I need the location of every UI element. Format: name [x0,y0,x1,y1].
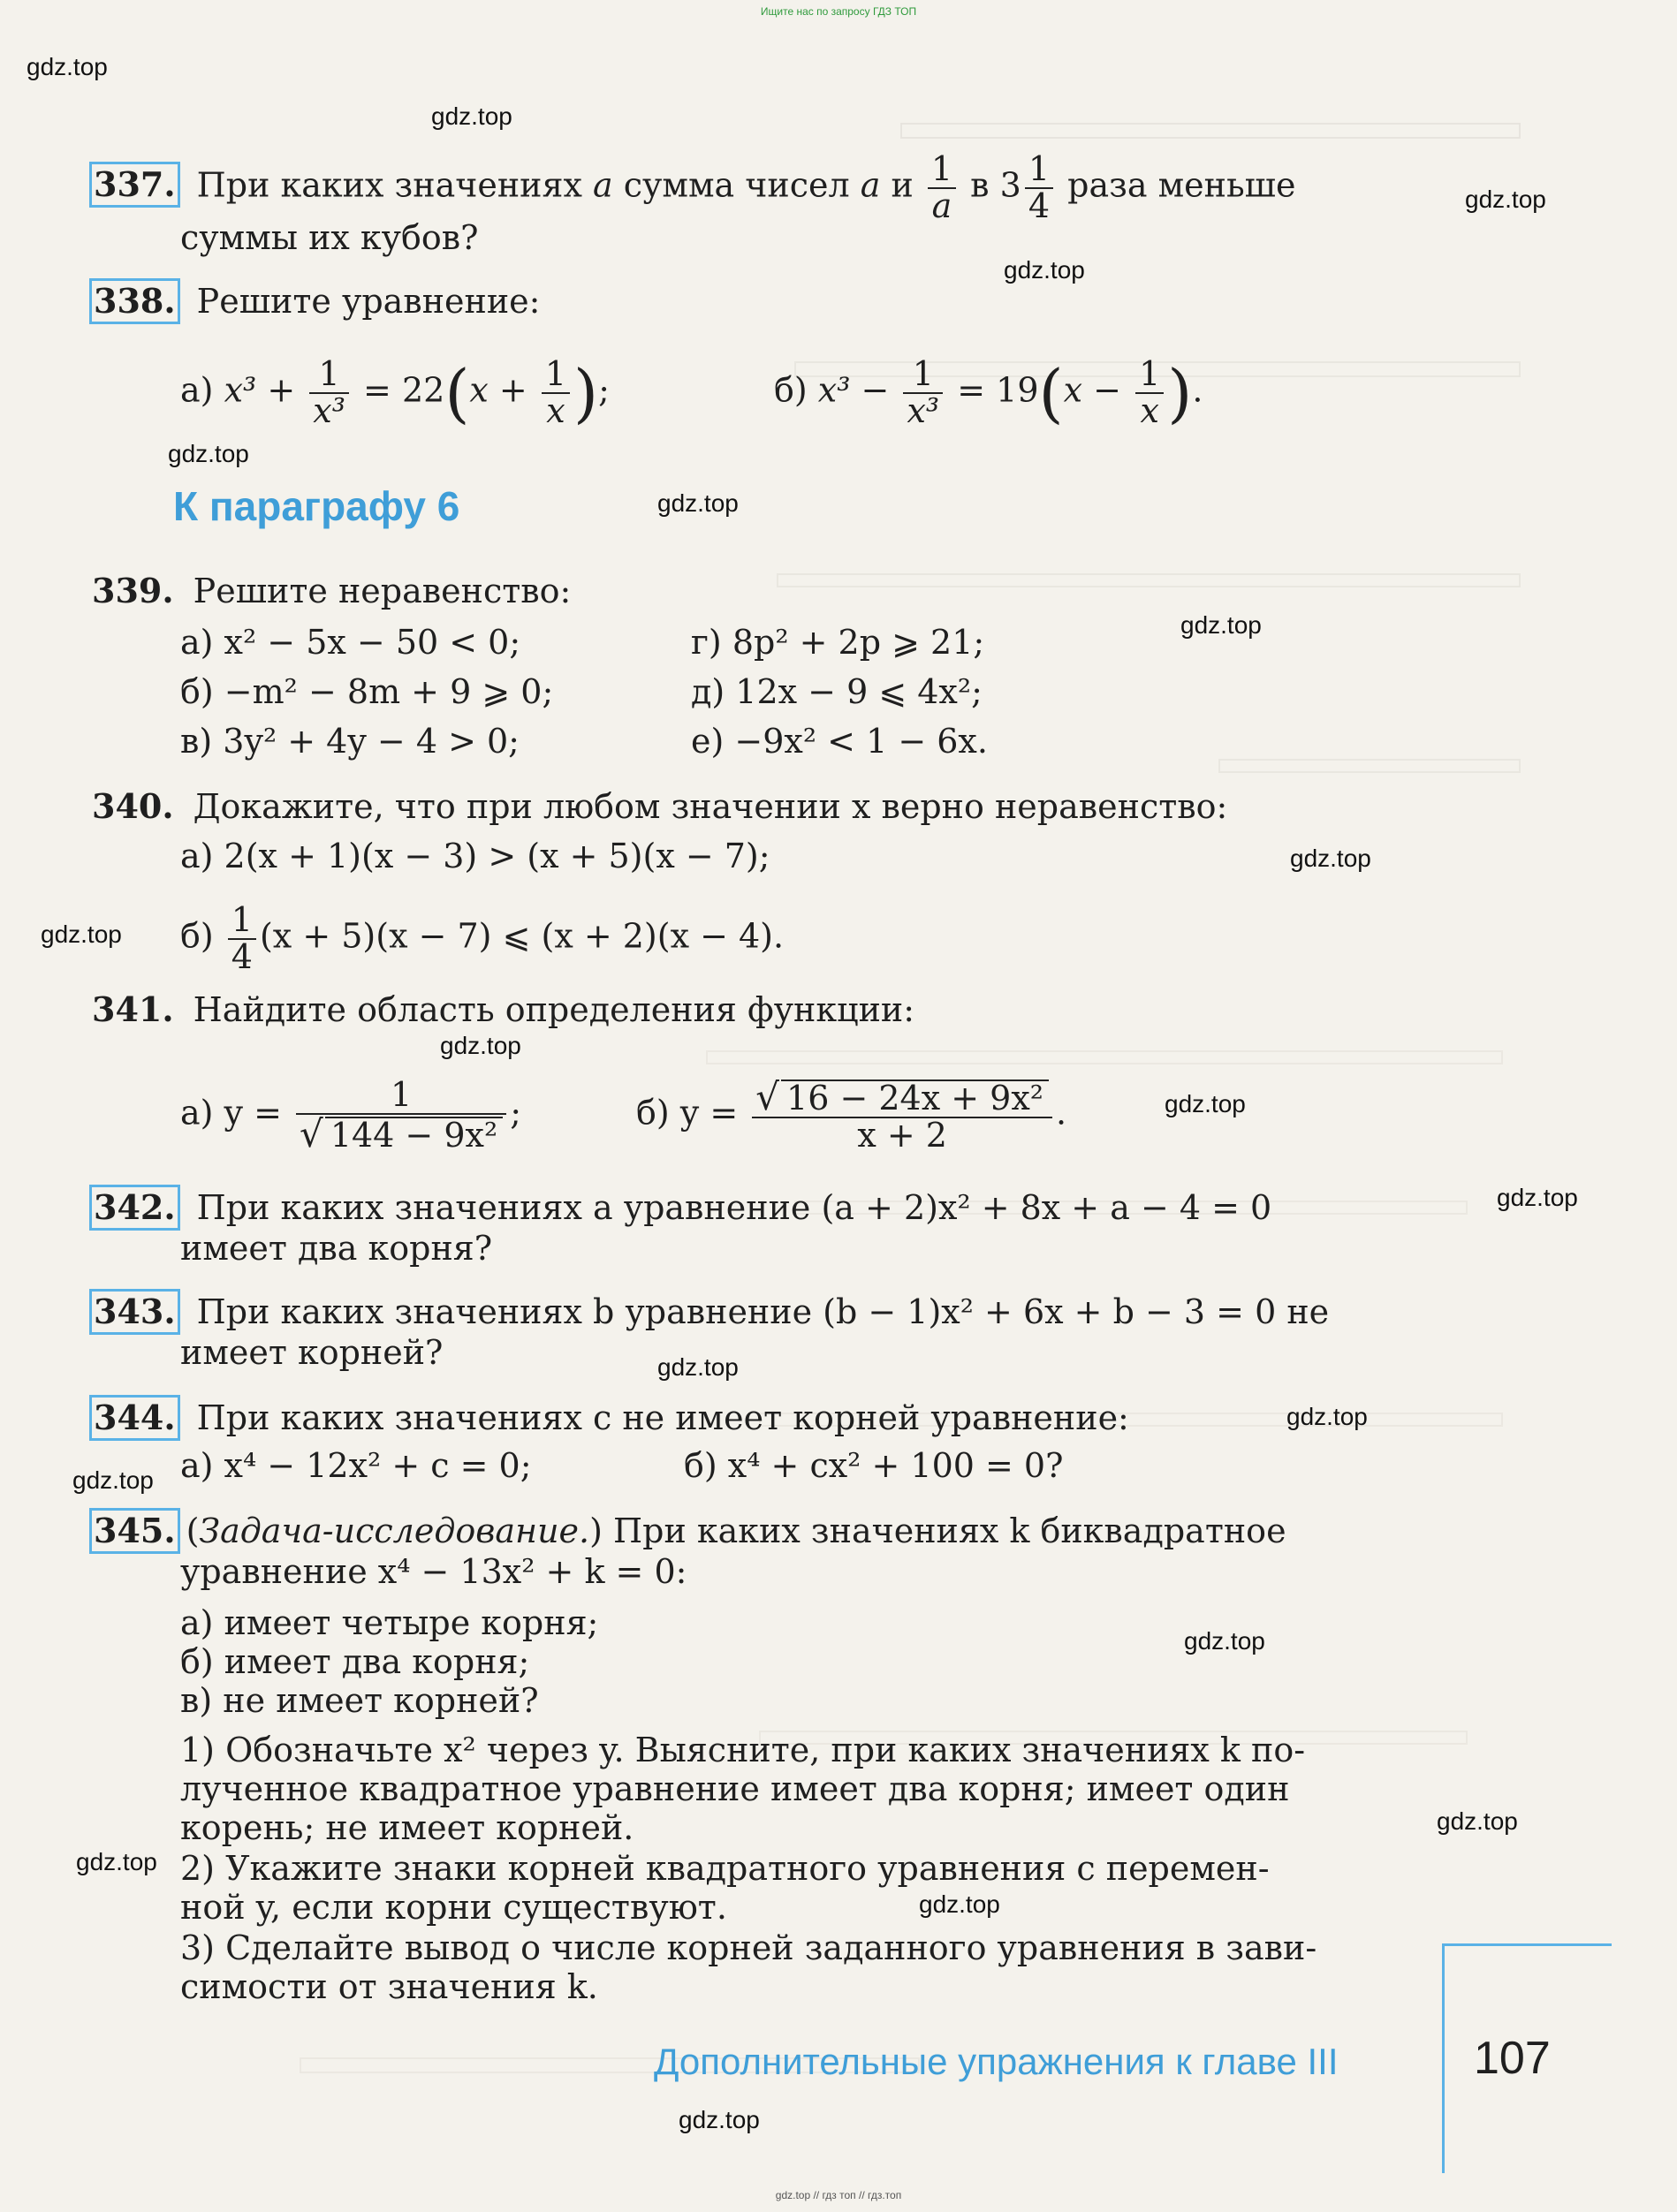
problem-number: 344. [94,1398,176,1437]
problem-342-line1 [92,1187,1271,1228]
watermark: gdz.top [1286,1403,1368,1430]
problem-345-step1-l2: лученное квадратное уравнение имеет два корня; имеет один [180,1769,1290,1808]
watermark: gdz.top [1180,611,1262,639]
problem-345-step2-l1: 2) Укажите знаки корней квадратного уравнения с перемен- [180,1849,1270,1888]
problem-339-e: е) −9x² < 1 − 6x. [691,722,988,761]
problem-337-line2: суммы их кубов? [180,218,479,257]
problem-345-step3-l1: 3) Сделайте вывод о числе корней заданного уравнения в зави- [180,1928,1317,1967]
problem-340-a: а) 2(x + 1)(x − 3) > (x + 5)(x − 7); [180,837,770,875]
watermark: gdz.top [1437,1807,1518,1835]
page-number: 107 [1474,2033,1551,2084]
problem-341-b: б) y = $\frac{\text{√ 16 − 24x + 9x²}}{x + 2}$ . [636,1075,1067,1155]
problem-345-v: в) не имеет корней? [180,1681,539,1720]
watermark: gdz.top [72,1466,154,1494]
search-banner[interactable]: Ищите нас по запросу ГДЗ ТОП [760,5,917,18]
text: Решите неравенство: [193,572,572,610]
watermark: gdz.top [1465,186,1546,213]
problem-345-step1-l1: 1) Обозначьте x² через y. Выясните, при каких значениях k по- [180,1731,1306,1769]
footer-divider [1442,1943,1445,2173]
mixed-whole: 3 [999,165,1021,205]
problem-342-line2: имеет два корня? [180,1229,493,1268]
variable: a [593,165,613,205]
watermark: gdz.top [431,102,512,130]
watermark: gdz.top [1165,1090,1246,1117]
problem-343-line1 [92,1292,1329,1332]
watermark: gdz.top [168,440,249,467]
problem-339-header [92,571,571,611]
problem-344-b: б) x⁴ + cx² + 100 = 0? [684,1446,1064,1485]
section-heading: К параграфу 6 [173,483,460,529]
text: При каких значениях a уравнение (a + 2)x² + 8x + a − 4 = 0 [196,1188,1272,1227]
problem-344-a: а) x⁴ − 12x² + c = 0; [180,1446,532,1485]
footer-rule [1442,1943,1612,1946]
watermark: gdz.top [679,2106,760,2133]
text: При каких значениях c не имеет корней уравнение: [196,1398,1129,1437]
text: Найдите область определения функции: [193,990,915,1029]
watermark: gdz.top [1184,1627,1265,1655]
text: в [970,165,990,205]
problem-338-a: а) x³ + $\frac{1}{\text{x³}}$ = 22(x + $\frac{1}{x}$ ); [180,354,610,430]
problem-339-g: г) 8p² + 2p ⩾ 21; [691,623,985,662]
problem-number: 338. [94,281,176,321]
problem-345-step1-l3: корень; не имеет корней. [180,1808,634,1847]
text: Докажите, что при любом значении x верно неравенство: [193,787,1228,826]
watermark: gdz.top [440,1032,521,1059]
problem-number: 343. [94,1292,176,1331]
problem-339-b: б) −m² − 8m + 9 ⩾ 0; [180,672,554,711]
problem-343-line2: имеет корней? [180,1333,444,1372]
problem-340-header [92,786,1227,827]
problem-339-a: а) x² − 5x − 50 < 0; [180,623,521,662]
problem-338-b: б) x³ − $\frac{1}{\text{x³}}$ = 19(x − $\frac{1}{x}$ ). [774,354,1203,430]
problem-number: 340. [92,786,174,826]
running-footer-title: Дополнительные упражнения к главе III [654,2041,1339,2082]
problem-337-line1 [92,149,1296,225]
problem-number: 341. [92,989,174,1029]
bottom-banner[interactable]: gdz.top // гдз топ // гдз.топ [775,2189,902,2201]
text: и [891,165,914,205]
problem-345-step2-l2: ной y, если корни существуют. [180,1888,727,1927]
watermark: gdz.top [1290,845,1371,872]
problem-number: 342. [94,1187,176,1227]
problem-338-header [92,281,540,322]
problem-345-a: а) имеет четыре корня; [180,1603,599,1642]
text: сумма чисел [623,165,850,205]
problem-341-a: а) y = $\frac{1}{\text{√ 144 − 9x²}}$ ; [180,1075,521,1155]
watermark: gdz.top [657,1353,739,1381]
text: При каких значениях [196,165,582,205]
problem-345-line2: уравнение x⁴ − 13x² + k = 0: [180,1552,687,1591]
text: Решите уравнение: [196,282,541,321]
problem-345-step3-l2: симости от значения k. [180,1967,598,2006]
problem-340-b: б) $\frac{1}{4}$ (x + 5)(x − 7) ⩽ (x + 2)(x − 4). [180,900,785,976]
watermark: gdz.top [1497,1184,1578,1211]
watermark: gdz.top [27,53,108,80]
problem-number: 345. [94,1511,176,1550]
problem-345-b: б) имеет два корня; [180,1642,530,1681]
watermark: gdz.top [1004,256,1085,284]
problem-number: 337. [94,164,176,205]
problem-345-line1: 345. (Задача-исследование.) При каких значениях k биквадратное [94,1511,1286,1550]
variable: a [860,165,881,205]
fraction: $\frac{1}{a}$ [928,152,956,224]
watermark: gdz.top [76,1848,157,1875]
watermark: gdz.top [919,1890,1000,1918]
problem-339-v: в) 3y² + 4y − 4 > 0; [180,722,520,761]
problem-341-header [92,989,914,1030]
text: При каких значениях b уравнение (b − 1)x² + 6x + b − 3 = 0 не [196,1292,1330,1331]
fraction: $\frac{1}{4}$ [1025,152,1053,224]
watermark: gdz.top [657,489,739,517]
problem-number: 339. [92,571,174,610]
problem-344-line1 [92,1398,1129,1438]
watermark: gdz.top [41,920,122,948]
text: раза меньше [1067,165,1296,205]
problem-339-d: д) 12x − 9 ⩽ 4x²; [691,672,983,711]
